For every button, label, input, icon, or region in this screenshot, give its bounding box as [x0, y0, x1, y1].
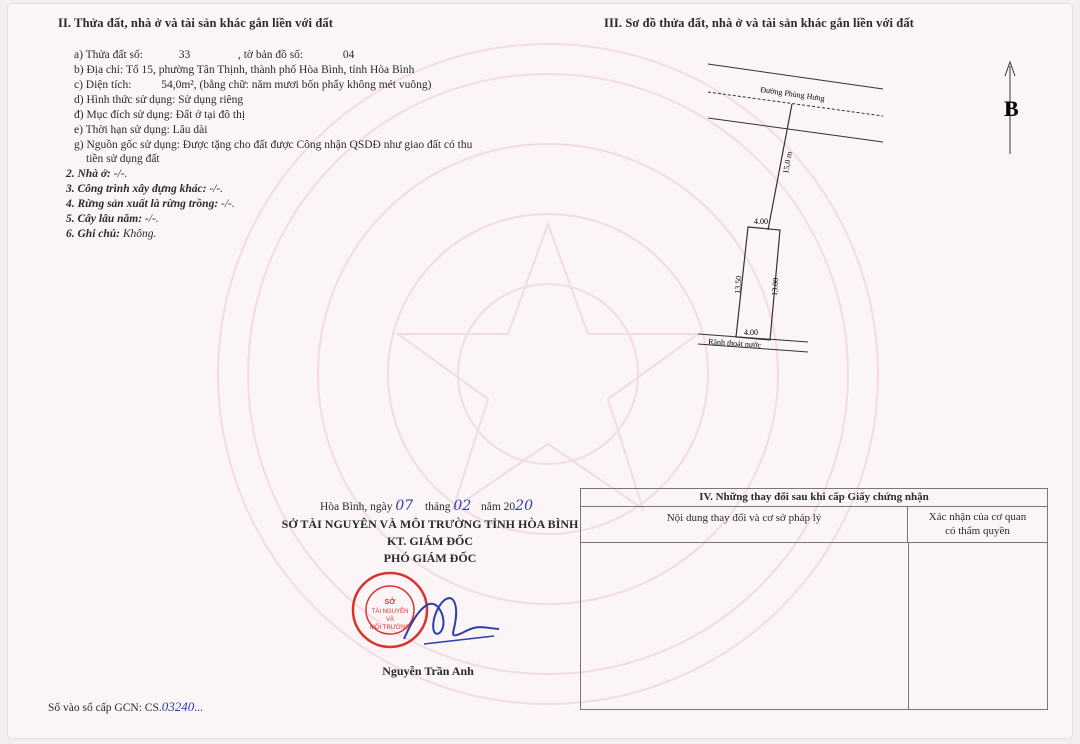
drain-label: Rãnh thoát nước	[707, 337, 762, 350]
gcn-number: 03240	[161, 699, 195, 714]
sign-date-line: Hòa Bình, ngày 07 tháng 02 năm 2020	[320, 498, 533, 514]
usage-term-value: Lâu dài	[172, 124, 208, 136]
perennial-line: 5. Cây lâu năm: -/-.	[66, 213, 159, 225]
svg-text:VÀ: VÀ	[385, 617, 395, 623]
usage-form-line: d) Hình thức sử dụng: Sử dụng riêng	[74, 94, 244, 106]
changes-table-divider	[908, 542, 909, 709]
usage-term-line: e) Thời hạn sử dụng: Lâu dài	[74, 124, 208, 136]
road-edge-bottom	[708, 118, 883, 142]
road-edge-top	[708, 64, 883, 89]
address-value: Tổ 15, phường Tân Thịnh, thành phố Hòa Bình, tỉnh Hòa Bình	[125, 64, 415, 76]
north-letter: B	[1004, 96, 1019, 121]
changes-table	[580, 488, 1048, 710]
house-line: 2. Nhà ở: -/-.	[66, 168, 128, 180]
road-label: Đường Phùng Hưng	[759, 85, 826, 104]
parcel-number: 33	[178, 49, 191, 61]
usage-purpose-value: Đất ở tại đô thị	[175, 109, 246, 121]
origin-line-2: tiền sử dụng đất	[86, 153, 160, 165]
svg-text:SỞ: SỞ	[384, 599, 396, 606]
address-line: b) Địa chỉ: Tổ 15, phường Tân Thịnh, thành phố Hòa Bình, tỉnh Hòa Bình	[74, 64, 415, 76]
changes-table-header	[581, 506, 1047, 543]
svg-text:TÀI NGUYÊN: TÀI NGUYÊN	[371, 609, 409, 615]
usage-purpose-line: đ) Mục đích sử dụng: Đất ở tại đô thị	[74, 109, 246, 121]
dim-right-label: 13.00	[770, 277, 781, 297]
origin-value: Được tặng cho đất được Công nhận QSDĐ như giao đất có thu	[182, 139, 473, 151]
forest-line: 4. Rừng sản xuất là rừng trồng: -/-.	[66, 198, 235, 210]
col-authority-confirmation: Xác nhận của cơ quan có thẩm quyền	[928, 511, 1027, 537]
parcel-diagram	[668, 54, 1028, 374]
certificate-page	[8, 4, 1072, 738]
origin-line: g) Nguồn gốc sử dụng: Được tặng cho đất được Công nhận QSDĐ như giao đất có thu	[74, 139, 473, 151]
parcel-number-line: a) Thửa đất số: 33 , tờ bản đồ số: 04	[74, 49, 355, 61]
dim-top-label: 4.00	[754, 217, 768, 226]
sign-day: 07	[395, 498, 414, 514]
sign-month: 02	[453, 498, 472, 514]
svg-text:MÔI TRƯỜNG: MÔI TRƯỜNG	[369, 625, 411, 631]
map-sheet-number: 04	[342, 49, 355, 61]
note-line: 6. Ghi chú: Không.	[66, 228, 157, 240]
access-dim-label: 15,0 m	[781, 150, 794, 175]
signer-name: Nguyễn Trần Anh	[382, 664, 474, 678]
dim-bottom-label: 4.00	[744, 328, 758, 337]
section-4-title: IV. Những thay đổi sau khi cấp Giấy chứng nhận	[581, 489, 1047, 507]
section-3-title: III. Sơ đồ thửa đất, nhà ở và tài sản khác gắn liền với đất	[604, 16, 914, 30]
signature-scribble	[394, 584, 504, 654]
kt-director: KT. GIÁM ĐỐC	[386, 534, 474, 548]
area-value: 54,0m², (bằng chữ: năm mươi bốn phẩy không mét vuông)	[161, 79, 432, 91]
sign-year: 20	[515, 498, 533, 514]
issuing-organization: SỞ TÀI NGUYÊN VÀ MÔI TRƯỜNG TỈNH HÒA BÌNH	[281, 517, 579, 531]
col-change-content: Nội dung thay đổi và cơ sở pháp lý	[581, 506, 908, 542]
section-2-title: II. Thửa đất, nhà ở và tài sản khác gắn liền với đất	[58, 16, 333, 30]
gcn-number-line: Số vào sổ cấp GCN: CS.03240...	[48, 699, 203, 714]
dim-left-label: 13.50	[733, 275, 744, 295]
usage-form-value: Sử dụng riêng	[178, 94, 244, 106]
deputy-director-title: PHÓ GIÁM ĐỐC	[383, 551, 477, 565]
other-construction-line: 3. Công trình xây dựng khác: -/-.	[66, 183, 224, 195]
area-line: c) Diện tích: 54,0m², (bằng chữ: năm mươi bốn phẩy không mét vuông)	[74, 79, 432, 91]
